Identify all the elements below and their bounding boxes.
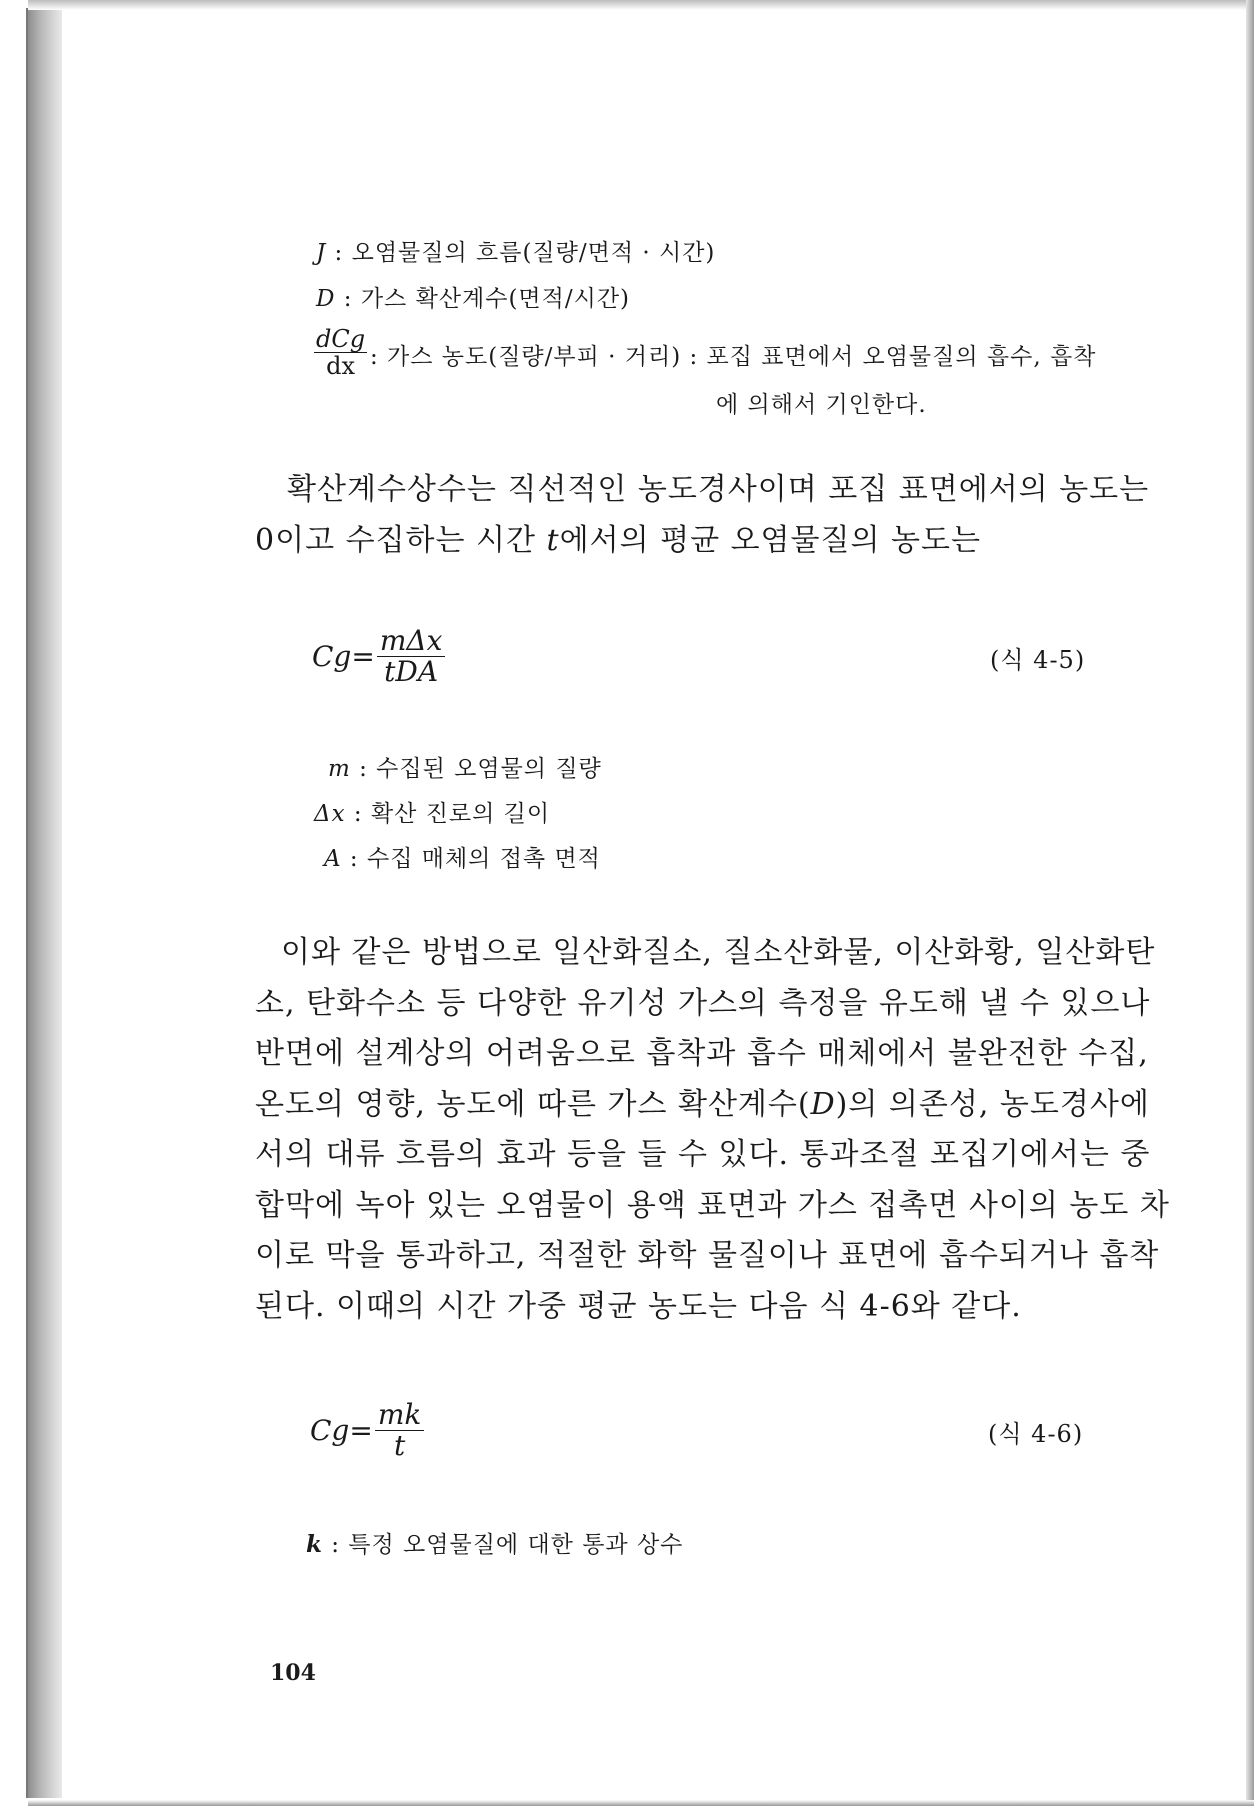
equation-label-4-6: (식 4-6) [988, 1420, 1084, 1448]
definition-k [306, 1526, 683, 1559]
paragraph-line: 확산계수상수는 직선적인 농도경사이며 포집 표면에서의 농도는 [287, 472, 1150, 507]
paragraph-line: 이와 같은 방법으로 일산화질소, 질소산화물, 이산화황, 일산화탄 [281, 935, 1156, 970]
equation-label-4-5: (식 4-5) [990, 646, 1086, 674]
definition-symbol: Δx [314, 801, 346, 827]
definition-symbol: J [316, 240, 327, 266]
page-spine-shadow [26, 8, 62, 1798]
definition-text: : 오염물질의 흐름(질량/면적 · 시간) [326, 240, 716, 266]
equation-denominator: tDA [384, 655, 439, 688]
paragraph-text: )의 의존성, 농도경사에 [835, 1086, 1150, 1122]
definition-a [324, 840, 601, 873]
paragraph-line: 서의 대류 흐름의 효과 등을 들 수 있다. 통과조절 포집기에서는 중 [255, 1137, 1151, 1172]
definition-d [316, 280, 630, 313]
definition-text: : 확산 진로의 길이 [345, 801, 551, 827]
definition-text: : 수집 매체의 접촉 면적 [341, 846, 601, 872]
page-right-edge [1246, 0, 1254, 1806]
symbol-d: D [810, 1086, 836, 1122]
gradient-fraction [314, 326, 367, 379]
definition-symbol: A [324, 846, 342, 872]
equation-lhs: Cg= [310, 1414, 373, 1447]
page-top-edge [28, 0, 1254, 10]
equation-numerator: mk [375, 1400, 425, 1431]
equation-4-5 [312, 626, 445, 687]
gradient-definition-continuation: 에 의해서 기인한다. [716, 392, 927, 418]
paragraph-line [255, 516, 1115, 567]
gradient-denominator: dx [326, 352, 355, 380]
definition-m [328, 750, 602, 783]
paragraph-line: 이로 막을 통과하고, 적절한 화학 물질이나 표면에 흡수되거나 흡착 [255, 1238, 1160, 1273]
definition-symbol: D [316, 286, 336, 312]
equation-numerator: mΔx [377, 626, 446, 657]
paragraph-2 [255, 928, 1170, 1332]
definition-text: : 가스 확산계수(면적/시간) [335, 286, 631, 312]
definition-delta-x [314, 795, 550, 828]
paragraph-line [255, 1080, 1150, 1131]
paragraph-text: 온도의 영향, 농도에 따른 가스 확산계수( [255, 1086, 811, 1122]
gradient-numerator: dCg [316, 325, 366, 353]
equation-denominator: t [393, 1429, 406, 1462]
page-bottom-edge [28, 1800, 1254, 1806]
equation-4-6 [310, 1400, 424, 1461]
equation-fraction [375, 1400, 425, 1461]
equation-lhs: Cg= [312, 640, 375, 673]
paragraph-line: 반면에 설계상의 어려움으로 흡착과 흡수 매체에서 불완전한 수집, [255, 1036, 1149, 1071]
paragraph-line: 소, 탄화수소 등 다양한 유기성 가스의 측정을 유도해 낼 수 있으나 [255, 985, 1151, 1021]
gradient-definition-text: : 가스 농도(질량/부피 · 거리) : 포집 표면에서 오염물질의 흡수, 흡착 [370, 344, 1097, 370]
paragraph-line: 합막에 녹아 있는 오염물이 용액 표면과 가스 접촉면 사이의 농도 차 [255, 1187, 1170, 1223]
paragraph-text: 에서의 평균 오염물질의 농도는 [559, 522, 981, 558]
paragraph-line: 된다. 이때의 시간 가중 평균 농도는 다음 식 4-6와 같다. [255, 1288, 1022, 1324]
page-number: 104 [270, 1660, 316, 1686]
definition-symbol: k [306, 1531, 323, 1558]
symbol-t: t [546, 522, 560, 558]
equation-fraction [377, 626, 446, 687]
paragraph-1 [255, 465, 1150, 566]
definition-text: : 수집된 오염물의 질량 [350, 756, 602, 782]
definition-j [316, 234, 715, 267]
definition-text: : 특정 오염물질에 대한 통과 상수 [322, 1532, 684, 1558]
definition-symbol: m [328, 756, 351, 782]
paragraph-text: 0이고 수집하는 시간 [255, 522, 547, 558]
